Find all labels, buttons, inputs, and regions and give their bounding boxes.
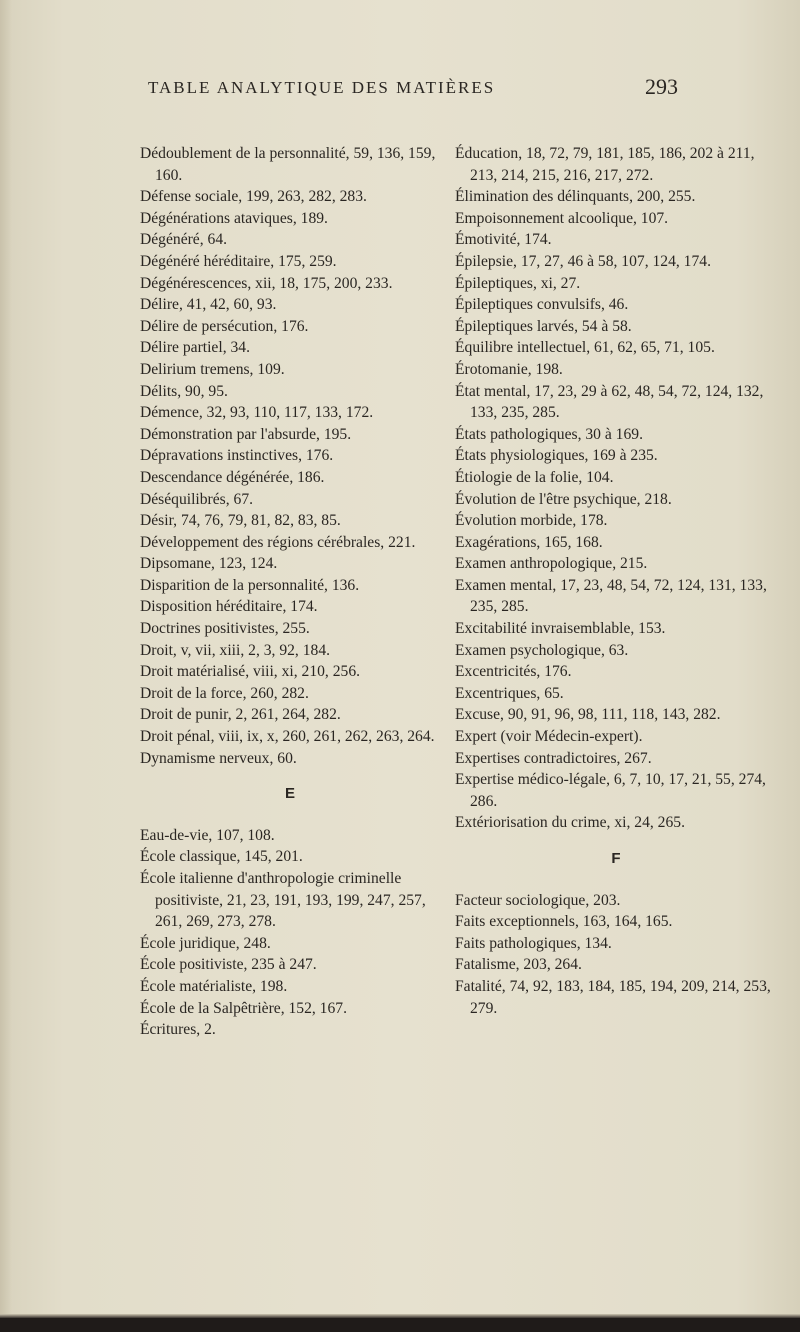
index-entry: Expertise médico-légale, 6, 7, 10, 17, 21, 55, 274, 286. (455, 771, 766, 810)
index-entry: Délire, 41, 42, 60, 93. (140, 296, 277, 314)
index-entry: Excentricités, 176. (455, 663, 572, 681)
index-entry: Expertises contradictoires, 267. (455, 749, 652, 767)
index-entry: Épileptiques, xi, 27. (455, 274, 581, 292)
index-entry: Droit de la force, 260, 282. (140, 684, 309, 702)
index-entry: Facteur sociologique, 203. (455, 891, 621, 909)
index-entry: Examen anthropologique, 215. (455, 555, 648, 573)
index-entry: Doctrines positivistes, 255. (140, 620, 310, 638)
index-entry: Élimination des délinquants, 200, 255. (455, 188, 696, 206)
index-entry: École matérialiste, 198. (140, 977, 288, 995)
page-header (148, 74, 678, 99)
index-entry: Dégénéré, 64. (140, 231, 228, 249)
index-entry: Expert (voir Médecin-expert). (455, 728, 643, 746)
index-entry: Excuse, 90, 91, 96, 98, 111, 118, 143, 282. (455, 706, 721, 724)
index-entry: Examen psychologique, 63. (455, 641, 629, 659)
index-entry: Éducation, 18, 72, 79, 181, 185, 186, 202 à 211, 213, 214, 215, 216, 217, 272. (455, 145, 755, 184)
index-entry: Delirium tremens, 109. (140, 360, 285, 378)
index-entry: Désir, 74, 76, 79, 81, 82, 83, 85. (140, 512, 341, 530)
section-letter-f: F (611, 850, 621, 867)
index-entry: Droit, v, vii, xiii, 2, 3, 92, 184. (140, 641, 331, 659)
index-entry: École de la Salpêtrière, 152, 167. (140, 999, 347, 1017)
entries-e-right (455, 143, 777, 834)
index-entry: Équilibre intellectuel, 61, 62, 65, 71, 105. (455, 339, 715, 357)
index-entry: École juridique, 248. (140, 934, 271, 952)
index-entry: Droit pénal, viii, ix, x, 260, 261, 262, 263, 264. (140, 728, 435, 746)
index-entry: Écritures, 2. (140, 1021, 216, 1039)
index-entry: Droit de punir, 2, 261, 264, 282. (140, 706, 341, 724)
running-title: TABLE ANALYTIQUE DES MATIÈRES (148, 78, 496, 97)
entries-e-left (140, 825, 440, 1041)
index-entry: École classique, 145, 201. (140, 848, 303, 866)
index-entry: Épileptiques larvés, 54 à 58. (455, 317, 632, 335)
index-entry: Délits, 90, 95. (140, 382, 228, 400)
index-entry: Faits exceptionnels, 163, 164, 165. (455, 913, 673, 931)
index-entry: Dégénérations ataviques, 189. (140, 209, 328, 227)
index-entry: Faits pathologiques, 134. (455, 934, 612, 952)
index-entry: École positiviste, 235 à 247. (140, 956, 317, 974)
index-entry: Dipsomane, 123, 124. (140, 555, 278, 573)
index-entry: Défense sociale, 199, 263, 282, 283. (140, 188, 367, 206)
index-entry: Délire de persécution, 176. (140, 317, 309, 335)
index-entry: Dégénéré héréditaire, 175, 259. (140, 252, 337, 270)
index-entry: Dégénérescences, xii, 18, 175, 200, 233. (140, 274, 393, 292)
page-edge-shadow (0, 0, 12, 1332)
index-entry: Empoisonnement alcoolique, 107. (455, 209, 669, 227)
entries-f (455, 890, 777, 1020)
index-entry: Émotivité, 174. (455, 231, 552, 249)
index-entry: Examen mental, 17, 23, 48, 54, 72, 124, 131, 133, 235, 285. (455, 576, 767, 616)
index-entry: Évolution de l'être psychique, 218. (455, 490, 672, 508)
page-number: 293 (645, 74, 678, 99)
index-entry: Délire partiel, 34. (140, 339, 250, 357)
index-entry: Déséquilibrés, 67. (140, 490, 254, 508)
left-column (140, 143, 440, 1041)
index-entry: Dynamisme nerveux, 60. (140, 749, 297, 767)
index-entry: Évolution morbide, 178. (455, 512, 608, 530)
index-entry: Épileptiques convulsifs, 46. (455, 296, 629, 314)
index-entry: États pathologiques, 30 à 169. (455, 425, 643, 443)
index-entry: Exagérations, 165, 168. (455, 533, 603, 551)
index-entry: Excitabilité invraisemblable, 153. (455, 620, 666, 638)
index-entry: Descendance dégénérée, 186. (140, 468, 325, 486)
index-entry: États physiologiques, 169 à 235. (455, 447, 658, 465)
index-entry: État mental, 17, 23, 29 à 62, 48, 54, 72, 124, 132, 133, 235, 285. (455, 382, 764, 422)
index-entry: Développement des régions cérébrales, 221. (140, 533, 416, 551)
index-entry: Fatalisme, 203, 264. (455, 956, 582, 974)
right-column (455, 143, 777, 1019)
index-entry: Démonstration par l'absurde, 195. (140, 425, 352, 443)
index-entry: Érotomanie, 198. (455, 360, 563, 378)
entries-d (140, 143, 440, 769)
index-entry: Disparition de la personnalité, 136. (140, 576, 360, 594)
index-entry: École italienne d'anthropologie criminelle positiviste, 21, 23, 191, 193, 199, 247, 257, 261, 269, 273, 278. (140, 870, 426, 931)
index-entry: Extériorisation du crime, xi, 24, 265. (455, 814, 685, 832)
index-entry: Épilepsie, 17, 27, 46 à 58, 107, 124, 174. (455, 252, 711, 270)
index-entry: Dépravations instinctives, 176. (140, 447, 334, 465)
index-entry: Démence, 32, 93, 110, 117, 133, 172. (140, 404, 374, 422)
index-entry: Dédoublement de la personnalité, 59, 136, 159, 160. (140, 145, 436, 184)
index-entry: Fatalité, 74, 92, 183, 184, 185, 194, 209, 214, 253, 279. (455, 977, 771, 1017)
scan-bottom-edge (0, 1318, 800, 1332)
index-entry: Étiologie de la folie, 104. (455, 468, 614, 486)
index-entry: Droit matérialisé, viii, xi, 210, 256. (140, 663, 361, 681)
section-letter-e: E (284, 785, 295, 803)
index-entry: Disposition héréditaire, 174. (140, 598, 318, 616)
index-entry: Excentriques, 65. (455, 684, 564, 702)
index-entry: Eau-de-vie, 107, 108. (140, 826, 275, 844)
